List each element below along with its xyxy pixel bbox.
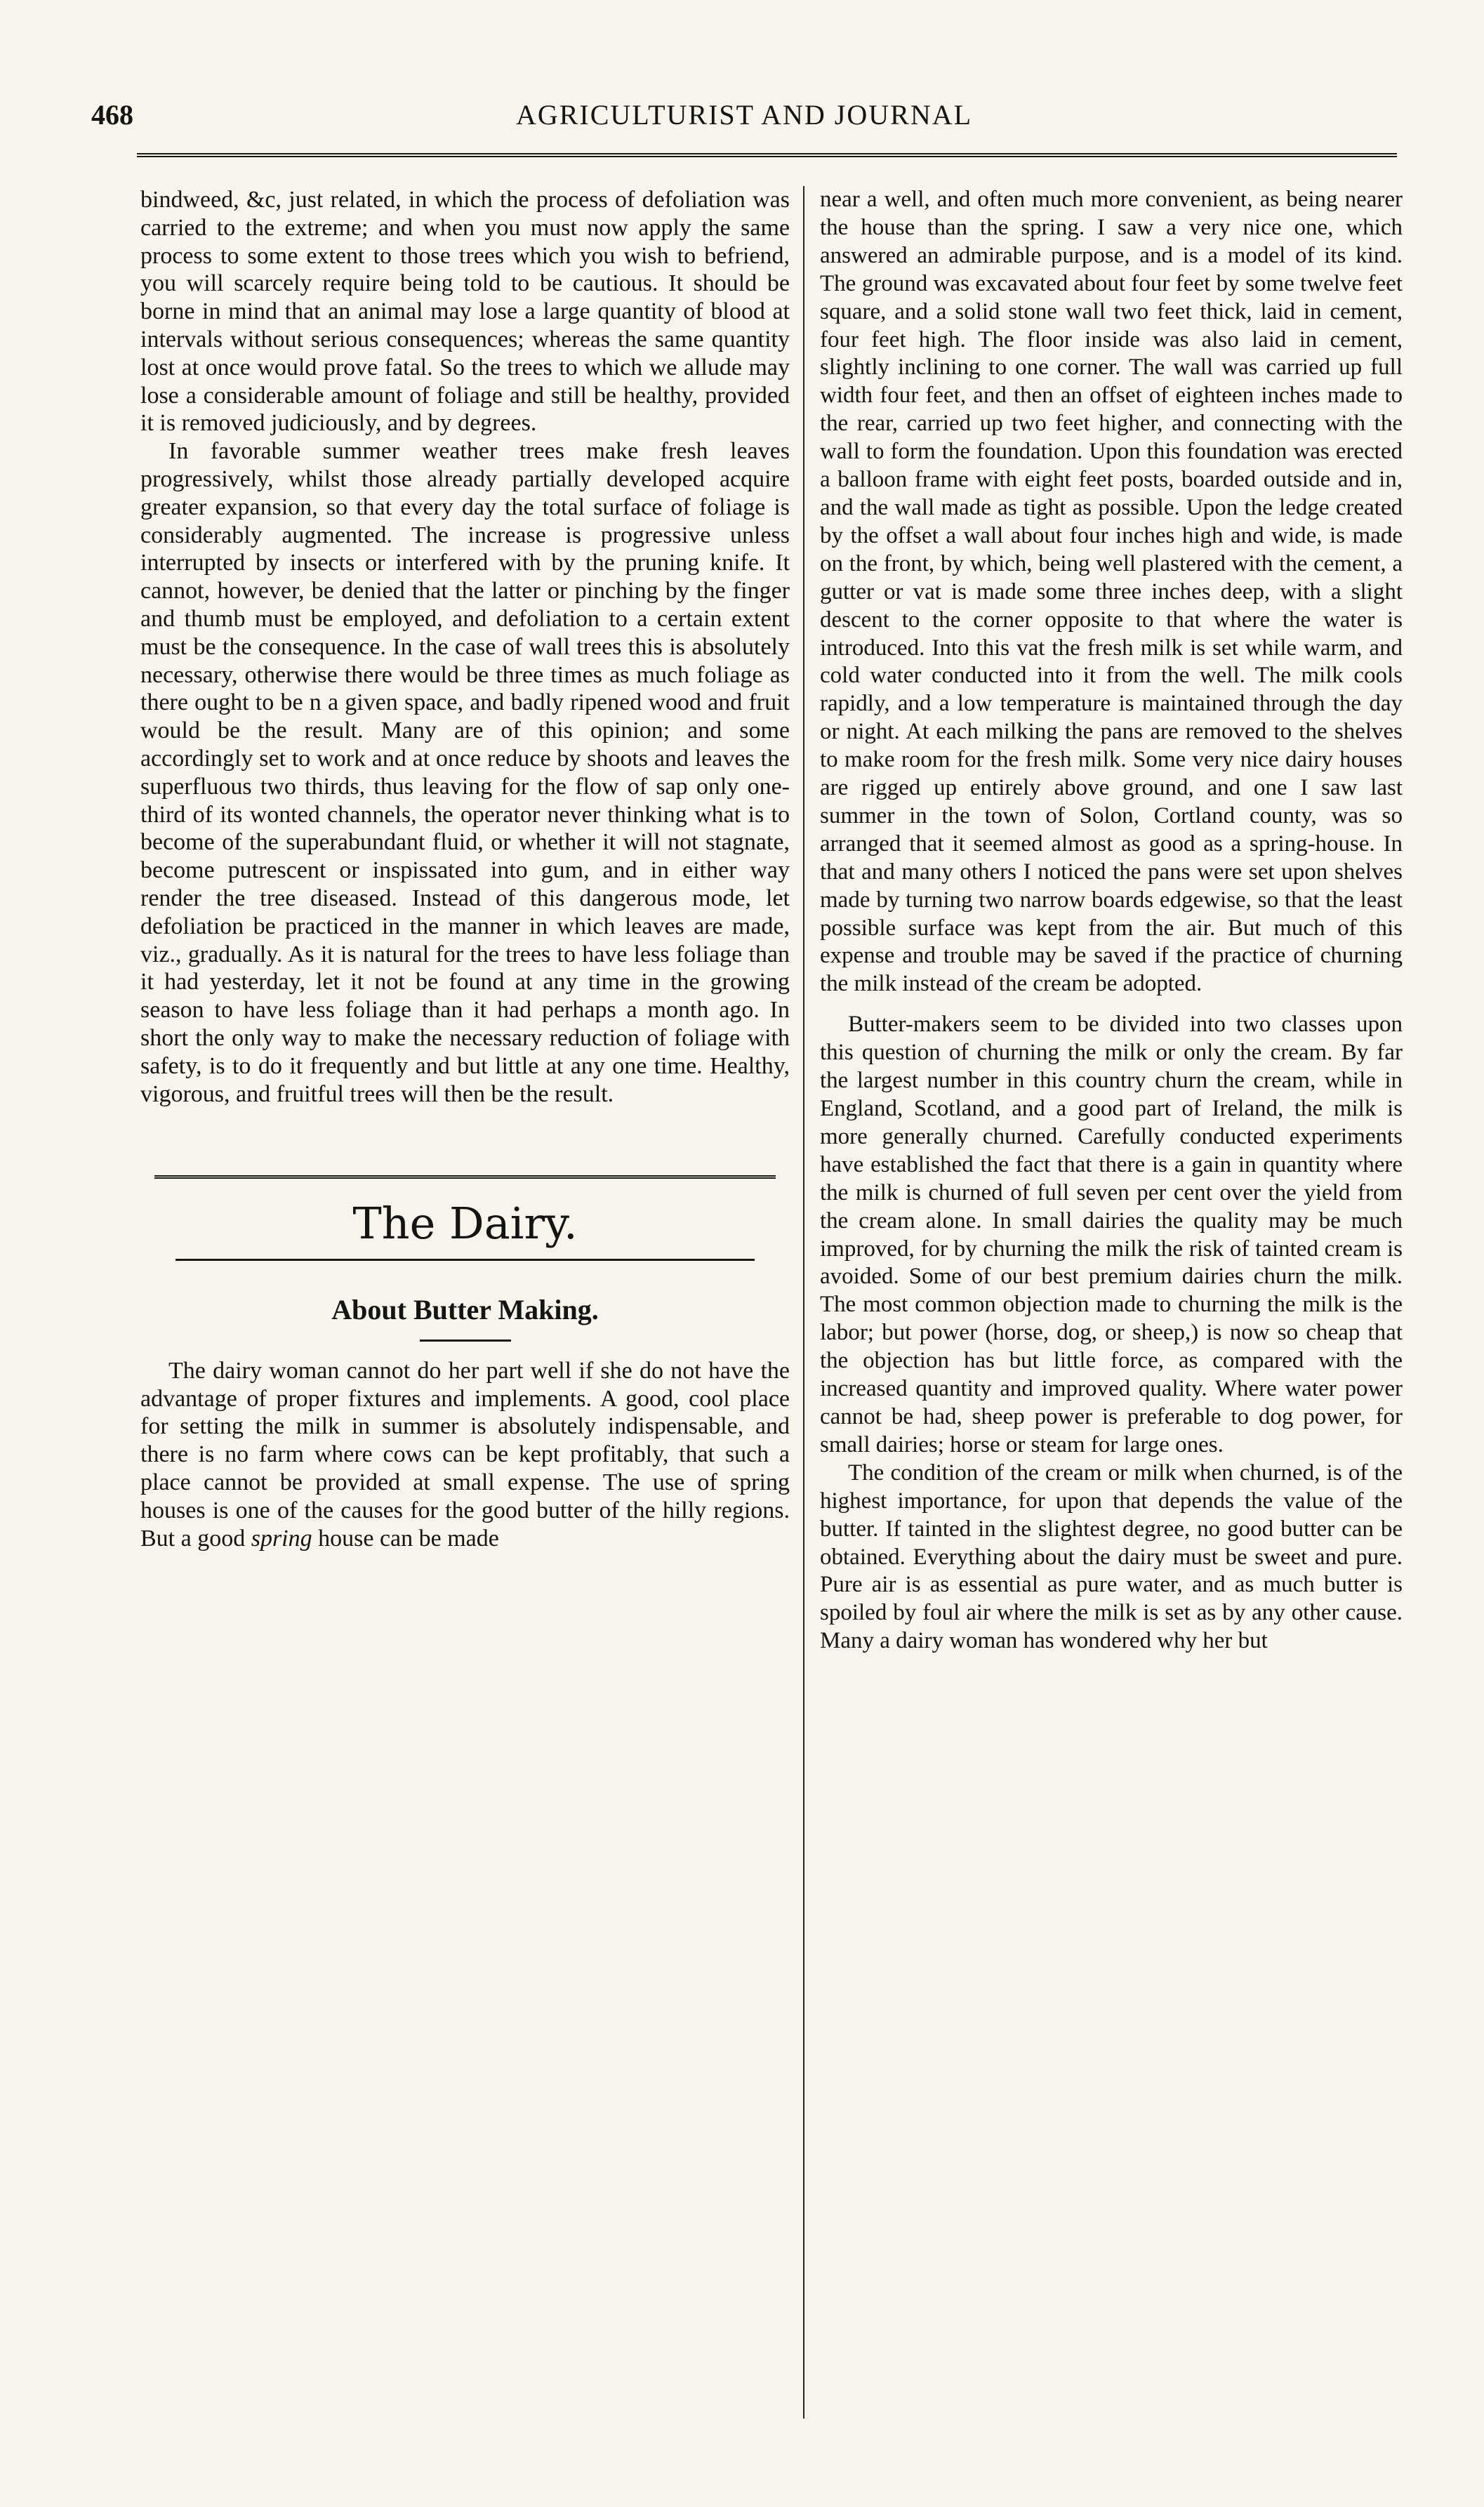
italic-word: spring <box>251 1525 312 1552</box>
right-column <box>820 186 1403 1655</box>
page-header <box>91 98 1397 147</box>
paragraph: Butter-makers seem to be divided into two classes upon this question of churning the milk or only the cream. By far the largest number in this country churn the cream, while in England, Scotland, and a good part of Ireland, the milk is more generally churned. Carefully conducted experiments have established the fact that there is a gain in quantity where the milk is churned of full seven per cent over the yield from the cream alone. In small dairies the quality may be much improved, for by churning the milk the risk of tainted cream is avoided. Some of our best premium dairies churn the milk. The most common objection made to churning the milk is the labor; but power (horse, dog, or sheep,) is now so cheap that the objection has but little force, as compared with the increased quantity and improved quality. Where water power cannot be had, sheep power is preferable to dog power, for small dairies; horse or steam for large ones. <box>820 1012 1403 1457</box>
paragraph: bindweed, &c, just related, in which the process of defoliation was carried to the extreme; and when you must now apply the same process to some extent to those trees which you wish to befriend, you will scarcely require being told to be cautious. It should be borne in mind that an animal may lose a large quantity of blood at intervals without serious consequences; whereas the same quantity lost at once would prove fatal. So the trees to which we allude may lose a considerable amount of foliage and still be healthy, provided it is removed judiciously, and by degrees. <box>140 187 790 437</box>
paragraph-gap <box>820 998 1403 1011</box>
paragraph: In favorable summer weather trees make fresh leaves progressively, whilst those already partially developed acquire greater expansion, so that every day the total surface of foliage is considerably augmented. The increase is progressive unless interrupted by insects or interfered with by the pruning knife. It cannot, however, be denied that the latter or pinching by the finger and thumb must be employed, and defoliation to a certain extent must be the consequence. In the case of wall trees this is absolutely necessary, otherwise there would be three times as much foliage as there ought to be n a given space, and badly ripened wood and fruit would be the result. Many are of this opinion; and some accordingly set to work and at once reduce by shoots and leaves the superfluous two thirds, thus leaving for the flow of sap only one-third of its wonted channels, the operator never thinking what is to become of the superabundant fluid, or whether it will not stagnate, become putrescent or inspissated into gum, and in either way render the tree diseased. Instead of this dangerous mode, let defoliation be practiced in the manner in which leaves are made, viz., gradually. As it is natural for the trees to have less foliage than it had yesterday, let it not be found at any time in the growing season to have less foliage than it had perhaps a month ago. In short the only way to make the necessary reduction of foliage with safety, is to do it frequently and but little at any one time. Healthy, vigorous, and fruitful trees will then be the result. <box>140 438 790 1107</box>
header-rule <box>137 153 1397 157</box>
section-rule <box>154 1175 776 1179</box>
short-rule <box>420 1340 511 1342</box>
column-divider <box>803 186 804 2419</box>
article-title: About Butter Making. <box>331 1294 599 1326</box>
section-title: The Dairy. <box>352 1198 578 1250</box>
text-run: The dairy woman cannot do her part well if she do not have the advantage of proper fixtures and implements. A good, cool place for setting the milk in summer is absolutely indispensable, and there is no farm where cows can be kept profitably, that such a place cannot be provided at small expense. The use of spring houses is one of the causes for the good butter of the hilly regions. But a good <box>140 1357 790 1552</box>
title-rule <box>175 1259 755 1261</box>
page-number: 468 <box>91 99 133 131</box>
text-run: house can be made <box>312 1525 499 1552</box>
left-column <box>140 186 790 1552</box>
paragraph: near a well, and often much more convenient, as being nearer the house than the spring. I saw a very nice one, which answered an admirable purpose, and is a model of its kind. The ground was excavated about four feet by some twelve feet square, and a solid stone wall two feet thick, laid in cement, four feet high. The floor inside was also laid in cement, slightly inclining to one corner. The wall was carried up full width four feet, and then an offset of eighteen inches made to the rear, carried up two feet higher, and connecting with the wall to form the foundation. Upon this foundation was erected a balloon frame with eight feet posts, boarded outside and in, and the wall made as tight as possible. Upon the ledge created by the offset a wall about four inches high and wide, is made on the front, by which, being well plastered with the cement, a gutter or vat is made some three inches deep, with a slight descent to the corner opposite to that where the water is introduced. Into this vat the fresh milk is set while warm, and cold water conducted into it from the well. The milk cools rapidly, and a low temperature is maintained through the day or night. At each milking the pans are removed to the shelves to make room for the fresh milk. Some very nice dairy houses are rigged up entirely above ground, and one I saw last summer in the town of Solon, Cortland county, was so arranged that it seemed almost as good as a spring-house. In that and many others I noticed the pans were set upon shelves made by turning two narrow boards edgewise, so that the least possible surface was kept from the air. But much of this expense and trouble may be saved if the practice of churning the milk instead of the cream be adopted. <box>820 187 1403 997</box>
paragraph <box>140 1357 790 1553</box>
running-head: AGRICULTURIST AND JOURNAL <box>515 99 973 131</box>
paragraph: The condition of the cream or milk when churned, is of the highest importance, for upon that depends the value of the butter. If tainted in the slightest degree, no good butter can be obtained. Everything about the dairy must be sweet and pure. Pure air is as essential as pure water, and as much butter is spoiled by foul air where the milk is set as by any other cause. Many a dairy woman has wondered why her but <box>820 1460 1403 1654</box>
